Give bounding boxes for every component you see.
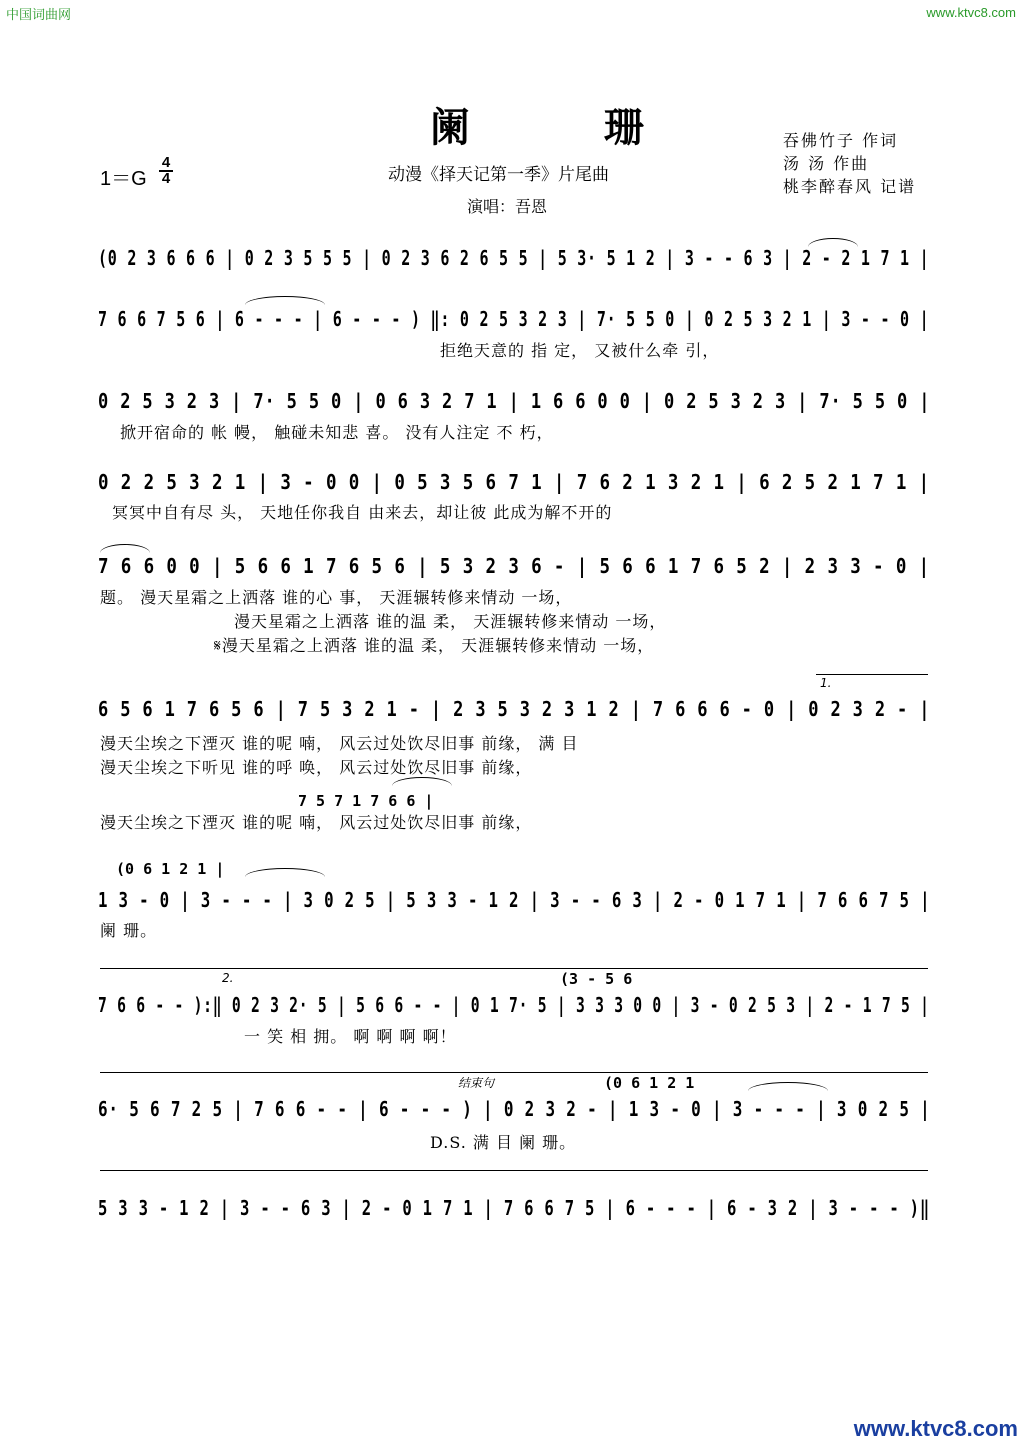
lyric-line-6a: 漫天尘埃之下湮灭 谁的呢 喃， 风云过处饮尽旧事 前缘， 满 目 [100,734,579,753]
lyric-line-2: 拒绝天意的 指 定， 又被什么牵 引， [440,341,720,360]
watermark-right[interactable]: www.ktvc8.com [926,5,1016,20]
lyric-line-8: 一 笑 相 拥。 啊 啊 啊 啊！ [244,1027,457,1046]
composer-credit: 汤 汤 作曲 [783,154,870,173]
song-title: 阑 珊 [430,104,704,151]
lyric-line-3: 掀开宿命的 帐 幔， 触碰未知悲 喜。 没有人注定 不 朽， [120,423,554,442]
volta-2-label: 2. [222,971,234,985]
slur [100,544,150,553]
system-rule [100,1170,928,1171]
instrumental-cue-8: (3 - 5 6 [560,970,633,988]
footer-watermark[interactable]: www.ktvc8.com [853,1416,1018,1441]
lyric-line-4: 冥冥中自有尽 头， 天地任你我自 由来去，却让彼 此成为解不开的 [112,503,613,522]
time-signature-bottom: 4 [161,170,171,187]
lyric-line-6b: 漫天尘埃之下听见 谁的呼 唤， 风云过处饮尽旧事 前缘， [100,758,533,777]
lyric-line-6c: 漫天尘埃之下湮灭 谁的呢 喃， 风云过处饮尽旧事 前缘， [100,813,533,832]
volta-bracket [816,674,928,675]
notation-line-3: 0 2 5 3 2 3 | 7· 5 5 0 | 0 6 3 2 7 1 | 1 6 6 0 0 | 0 2 5 3 2 3 | 7· 5 5 0 | [98,389,931,413]
notation-line-5: 7 6 6 0 0 | 5 6 6 1 7 6 5 6 | 5 3 2 3 6 - | 5 6 6 1 7 6 5 2 | 2 3 3 - 0 | [98,554,931,578]
alternate-notation-6: 7 5 7 1 7 6 6 | [298,792,434,810]
watermark-left: 中国词曲网 [6,8,72,23]
lyric-line-5a: 题。 漫天星霜之上洒落 谁的心 事， 天涯辗转修来情动 一场， [100,588,573,607]
slur [245,296,325,305]
time-signature [158,156,174,186]
notation-line-4: 0 2 2 5 3 2 1 | 3 - 0 0 | 0 5 3 5 6 7 1 | 7 6 2 1 3 2 1 | 6 2 5 2 1 7 1 | [98,470,931,494]
slur [748,1082,828,1091]
time-signature-top: 4 [161,154,171,171]
key-signature: 1＝G [100,168,147,190]
notation-line-8: 7 6 6 - - ):‖ 0 2 3 2· 5 | 5 6 6 - - | 0 1 7· 5 | 3 3 3 0 0 | 3 - 0 2 5 3 | 2 - 1 7 5 | [98,993,930,1017]
instrumental-cue-7: (0 6 1 2 1 | [116,860,225,878]
coda-label: 结束句 [458,1076,495,1090]
lyric-line-7: 阑 珊。 [100,921,158,940]
slur [392,777,452,786]
slur [245,868,325,877]
lyric-line-9: D.S. 满 目 阑 珊。 [430,1133,577,1152]
instrumental-cue-9: (0 6 1 2 1 [604,1074,695,1092]
song-subtitle: 动漫《择天记第一季》片尾曲 [388,165,609,185]
notation-line-9: 6· 5 6 7 2 5 | 7 6 6 - - | 6 - - - ) | 0 2 3 2 - | 1 3 - 0 | 3 - - - | 3 0 2 5 | [98,1097,931,1121]
transcriber-credit: 桃李醉春风 记谱 [783,177,917,196]
notation-line-10: 5 3 3 - 1 2 | 3 - - 6 3 | 2 - 0 1 7 1 | 7 6 6 7 5 | 6 - - - | 6 - 3 2 | 3 - - - )‖ [98,1196,930,1220]
notation-line-1: (0 2 3 6 6 6 | 0 2 3 5 5 5 | 0 2 3 6 2 6 5 5 | 5 3· 5 1 2 | 3 - - 6 3 | 2 - 2 1 7 1 | [98,246,930,270]
system-rule [100,1072,928,1073]
lyricist-credit: 吞佛竹子 作词 [783,131,899,150]
lyric-line-5b: 漫天星霜之上洒落 谁的温 柔， 天涯辗转修来情动 一场， [234,612,667,631]
notation-line-7: 1 3 - 0 | 3 - - - | 3 0 2 5 | 5 3 3 - 1 2 | 3 - - 6 3 | 2 - 0 1 7 1 | 7 6 6 7 5 | [98,888,931,912]
volta-1-label: 1. [820,676,832,690]
lyric-line-5c: 𝄋漫天星霜之上洒落 谁的温 柔， 天涯辗转修来情动 一场， [214,636,655,655]
notation-line-2: 7 6 6 7 5 6 | 6 - - - | 6 - - - ) ‖: 0 2 5 3 2 3 | 7· 5 5 0 | 0 2 5 3 2 1 | 3 - - 0 | [98,307,930,331]
notation-line-6: 6 5 6 1 7 6 5 6 | 7 5 3 2 1 - | 2 3 5 3 2 3 1 2 | 7 6 6 6 - 0 | 0 2 3 2 - | [98,697,931,721]
system-rule [100,968,928,969]
singer-credit: 演唱：吾恩 [467,197,548,216]
